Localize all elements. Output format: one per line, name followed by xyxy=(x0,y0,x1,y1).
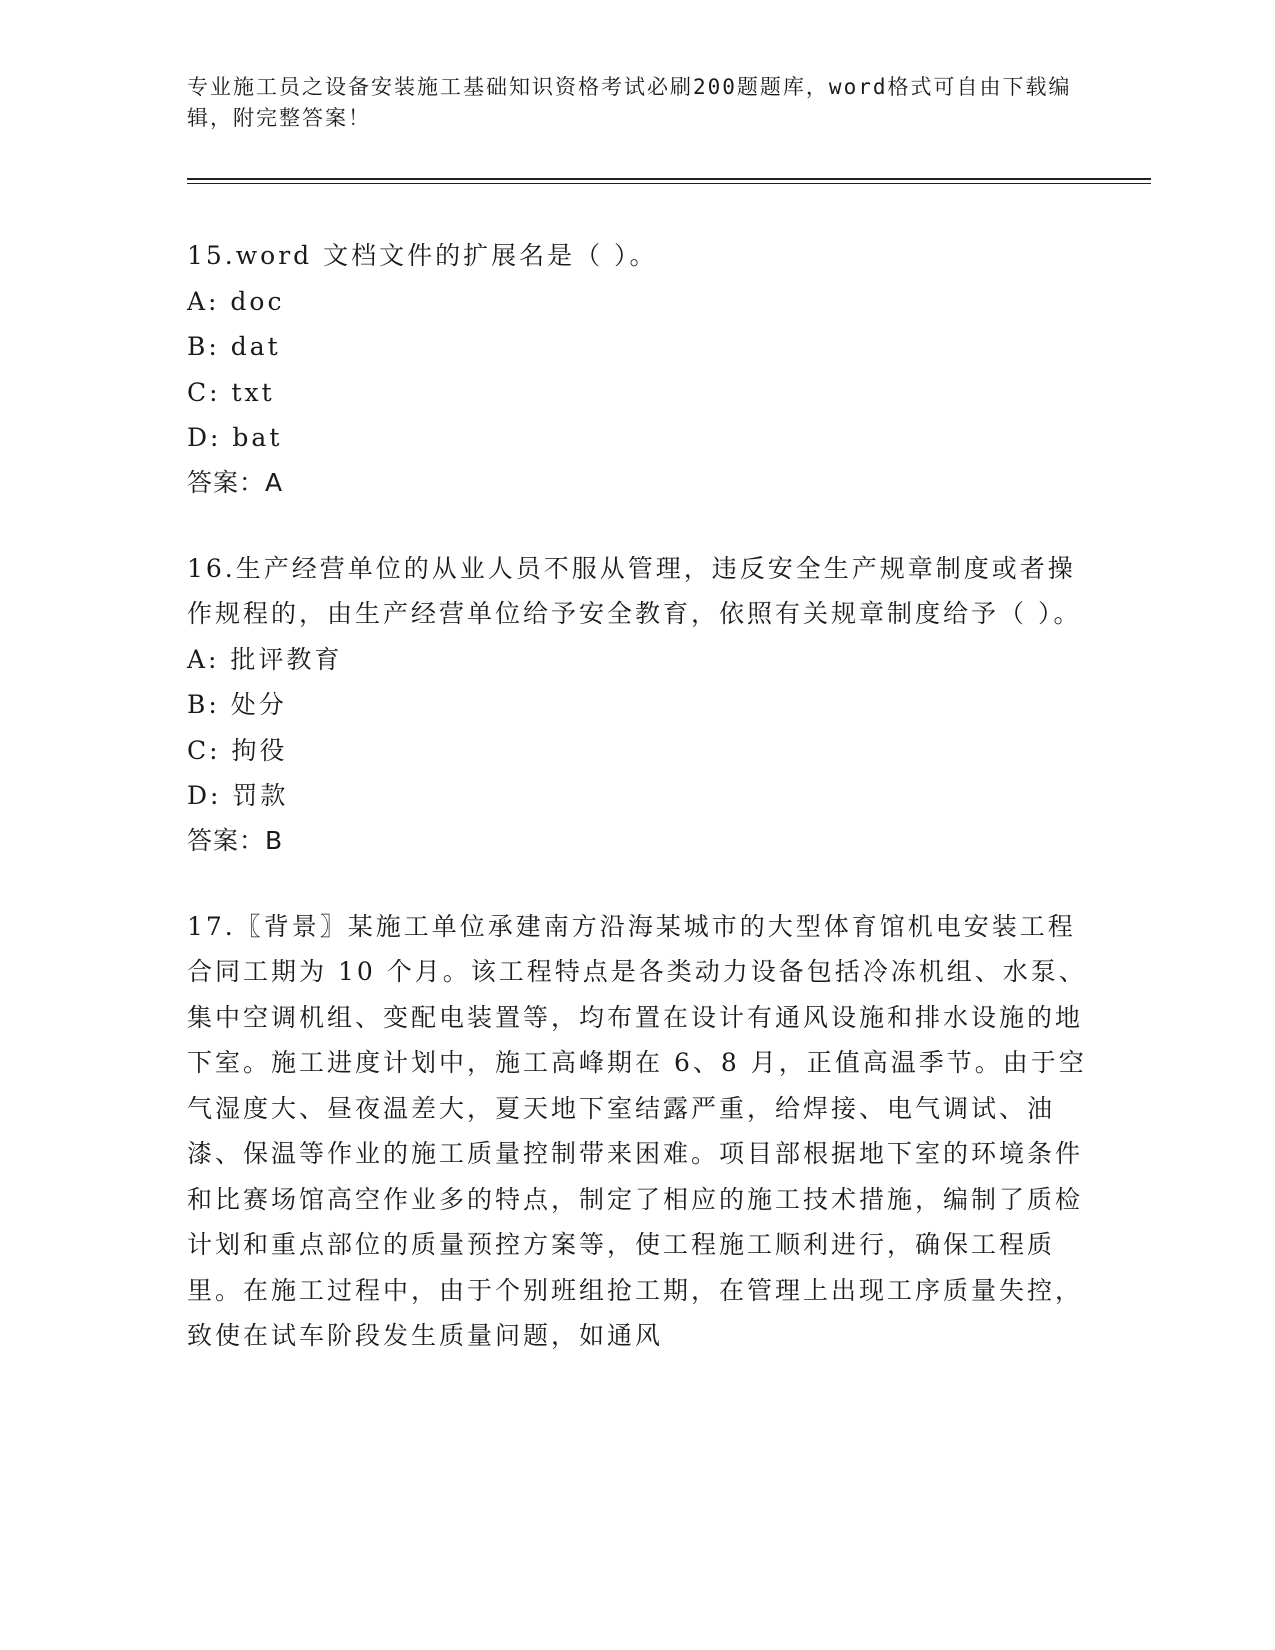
option-b: B: 处分 xyxy=(187,690,287,719)
header-divider-thin xyxy=(187,183,1151,184)
option-c: C: txt xyxy=(187,377,275,407)
page-header-title: 专业施工员之设备安装施工基础知识资格考试必刷200题题库，word格式可自由下载编辑，附完整答案！ xyxy=(187,75,1072,130)
question-16 xyxy=(187,546,1087,862)
question-stem: 15.word 文档文件的扩展名是（ ）。 xyxy=(187,241,658,270)
answer-label: 答案：A xyxy=(187,467,284,497)
option-d: D: bat xyxy=(187,423,283,452)
question-spacer xyxy=(187,862,1087,904)
question-15 xyxy=(187,233,1087,504)
option-c: C: 拘役 xyxy=(187,735,288,765)
option-a: A: 批评教育 xyxy=(187,644,343,674)
option-b: B: dat xyxy=(187,332,281,361)
question-stem: 16.生产经营单位的从业人员不服从管理，违反安全生产规章制度或者操作规程的，由生产经营单位给予安全教育，依照有关规章制度给予（ ）。 xyxy=(187,553,1082,628)
question-stem: 17.〖背景〗某施工单位承建南方沿海某城市的大型体育馆机电安装工程合同工期为 10 个月。该工程特点是各类动力设备包括冷冻机组、水泵、集中空调机组、变配电装置等，均布置在设计有通风设施和排水设施的地下室。施工进度计划中，施工高峰期在 6、8 月，正值高温季节。由于空气湿度大、昼夜温差大，夏天地下室结露严重，给焊接、电气调试、油漆、保温等作业的施工质量控制带来困难。项目部根据地下室的环境条件和比赛场馆高空作业多的特点，制定了相应的施工技术措施，编制了质检计划和重点部位的质量预控方案等，使工程施工顺利进行，确保工程质里。在施工过程中，由于个别班组抢工期，在管理上出现工序质量失控，致使在试车阶段发生质量问题，如通风 xyxy=(187,911,1087,1350)
question-list xyxy=(187,233,1087,1359)
header-divider-thick xyxy=(187,178,1151,180)
option-d: D: 罚款 xyxy=(187,781,289,810)
question-17 xyxy=(187,904,1087,1359)
question-spacer xyxy=(187,504,1087,546)
answer-label: 答案：B xyxy=(187,825,284,855)
option-a: A: doc xyxy=(187,286,285,316)
